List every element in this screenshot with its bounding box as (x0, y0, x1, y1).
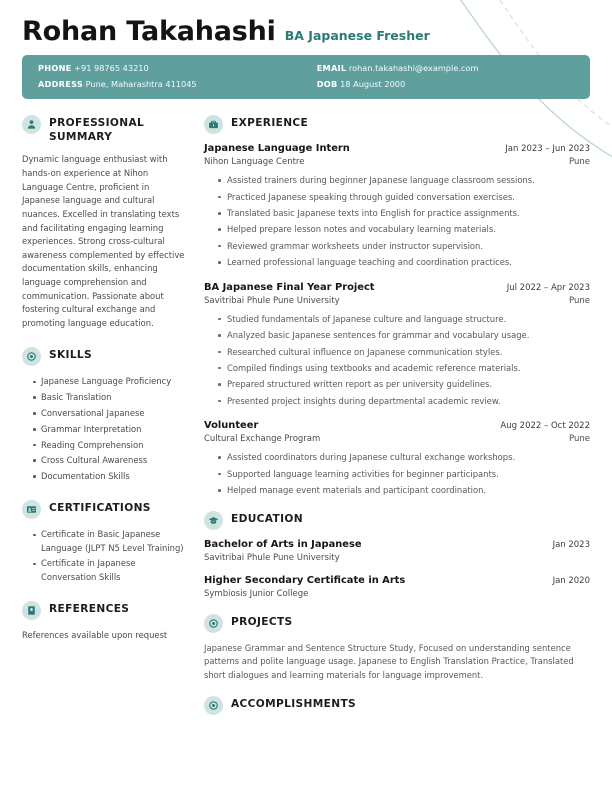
contact-email (317, 64, 574, 73)
entry-subheader (204, 296, 590, 307)
candidate-name: Rohan Takahashi (22, 16, 276, 47)
projects-heading (204, 614, 590, 633)
id-card-icon (22, 500, 41, 519)
name-row (22, 18, 590, 46)
contact-bar (22, 55, 590, 99)
email-value: rohan.takahashi@example.com (348, 63, 479, 74)
professional-summary-title: PROFESSIONAL SUMMARY (49, 117, 145, 143)
entry-header (204, 282, 590, 295)
references-title: REFERENCES (49, 602, 130, 615)
certifications-list (22, 528, 186, 584)
section-references (22, 601, 186, 642)
section-skills (22, 347, 186, 483)
entry-date: Jul 2022 – Apr 2023 (506, 282, 590, 293)
entry-title: BA Japanese Final Year Project (204, 281, 375, 293)
contact-dob (317, 80, 574, 89)
list-item: Documentation Skills (33, 470, 186, 483)
section-experience (204, 115, 590, 496)
accomplishments-heading (204, 696, 590, 715)
projects-title: PROJECTS (231, 615, 293, 628)
professional-summary-text: Dynamic language enthusiast with hands-on experience at Nihon Language Centre, proficient in Japanese language and cultural nuances. Excelled in translating texts and facilitating engaging learning experiences. Strong cross-cultural awareness complemented by effective documentation skills, enhancing language comprehension and communication. Passionate about fostering cultural exchange and promoting language education. (22, 154, 185, 328)
entry-date: Jan 2023 – Jun 2023 (505, 144, 590, 155)
list-item: Japanese Language Proficiency (33, 375, 186, 388)
institution-name: Savitribai Phule Pune University (204, 552, 340, 563)
list-item: Practiced Japanese speaking through guided conversation exercises. (218, 191, 590, 204)
entry-subheader (204, 434, 590, 445)
entry-bullet-list (204, 313, 590, 408)
person-icon (22, 115, 41, 134)
entry-header (204, 539, 590, 552)
degree-title: Higher Secondary Certificate in Arts (204, 574, 406, 586)
entry-organization: Savitribai Phule Pune University (204, 295, 340, 306)
experience-entry (204, 282, 590, 407)
address-label: ADDRESS (38, 79, 84, 90)
entry-header (204, 143, 590, 156)
briefcase-icon (204, 115, 223, 134)
education-title: EDUCATION (231, 512, 303, 525)
certifications-title: CERTIFICATIONS (49, 502, 151, 515)
entry-organization: Nihon Language Centre (204, 157, 305, 168)
list-item: Reading Comprehension (33, 439, 186, 452)
book-icon (22, 601, 41, 620)
skills-title: SKILLS (49, 349, 93, 362)
list-item: Supported language learning activities for beginner participants. (218, 468, 590, 481)
target-icon (22, 347, 41, 366)
education-heading (204, 511, 590, 530)
list-item: Compiled findings using textbooks and academic reference materials. (218, 362, 590, 375)
email-label: EMAIL (316, 63, 347, 74)
contact-column-right (317, 64, 574, 89)
entry-date: Aug 2022 – Oct 2022 (500, 421, 590, 432)
list-item: Assisted trainers during beginner Japanese language classroom sessions. (218, 174, 590, 187)
certifications-heading (22, 500, 186, 519)
entry-header (204, 420, 590, 433)
dob-value: 18 August 2000 (340, 79, 406, 90)
institution-name: Symbiosis Junior College (204, 588, 309, 599)
target-icon (204, 696, 223, 715)
list-item: Basic Translation (33, 391, 186, 404)
address-value: Pune, Maharashtra 411045 (85, 79, 197, 90)
section-professional-summary (22, 115, 186, 330)
list-item: Helped manage event materials and participant coordination. (218, 484, 590, 497)
projects-text: Japanese Grammar and Sentence Structure Study, Focused on understanding sentence patterns and polite language usage. Japanese to English Translation Practice, Translated short dialogues and learning materials for language improvement. (204, 642, 574, 680)
dob-label: DOB (316, 79, 338, 90)
education-entry (204, 575, 590, 600)
section-projects (204, 614, 590, 683)
entry-subheader (204, 157, 590, 168)
entry-subheader (204, 589, 590, 600)
references-heading (22, 601, 186, 620)
entry-location: Pune (569, 434, 590, 445)
entry-title: Volunteer (204, 420, 259, 432)
skills-heading (22, 347, 186, 366)
list-item: Translated basic Japanese texts into English for practice assignments. (218, 207, 590, 220)
phone-value: +91 98765 43210 (74, 63, 149, 74)
experience-entry (204, 420, 590, 496)
entry-title: Japanese Language Intern (204, 143, 350, 155)
references-text: References available upon request (22, 629, 168, 640)
entry-organization: Cultural Exchange Program (204, 434, 321, 445)
right-column (200, 115, 590, 732)
list-item: Certificate in Basic Japanese Language (JLPT N5 Level Training) (33, 528, 186, 555)
list-item: Conversational Japanese (33, 407, 186, 420)
list-item: Studied fundamentals of Japanese culture and language structure. (218, 313, 590, 326)
list-item: Grammar Interpretation (33, 423, 186, 436)
section-certifications (22, 500, 186, 584)
resume-body (0, 99, 612, 732)
section-education (204, 511, 590, 600)
list-item: Analyzed basic Japanese sentences for grammar and vocabulary usage. (218, 329, 590, 342)
professional-summary-heading (22, 115, 186, 144)
list-item: Certificate in Japanese Conversation Skills (33, 557, 186, 584)
entry-location: Pune (569, 295, 590, 306)
contact-phone (38, 64, 317, 73)
list-item: Learned professional language teaching and coordination practices. (218, 256, 590, 269)
left-column (22, 115, 200, 659)
resume-header (0, 0, 612, 99)
entry-bullet-list (204, 451, 590, 496)
entry-subheader (204, 553, 590, 564)
accomplishments-title: ACCOMPLISHMENTS (231, 698, 356, 711)
entry-location: Pune (569, 157, 590, 168)
skills-list (22, 375, 186, 483)
list-item: Prepared structured written report as per university guidelines. (218, 378, 590, 391)
list-item: Cross Cultural Awareness (33, 454, 186, 467)
contact-address (38, 80, 317, 89)
education-entry (204, 539, 590, 564)
candidate-job-title: BA Japanese Fresher (284, 28, 430, 43)
degree-date: Jan 2020 (552, 575, 590, 586)
entry-header (204, 575, 590, 588)
list-item: Presented project insights during departmental academic review. (218, 395, 590, 408)
list-item: Assisted coordinators during Japanese cultural exchange workshops. (218, 451, 590, 464)
experience-entry (204, 143, 590, 268)
list-item: Reviewed grammar worksheets under instructor supervision. (218, 240, 590, 253)
experience-heading (204, 115, 590, 134)
entry-bullet-list (204, 174, 590, 269)
contact-column-left (38, 64, 317, 89)
degree-date: Jan 2023 (552, 539, 590, 550)
degree-title: Bachelor of Arts in Japanese (204, 538, 362, 550)
section-accomplishments (204, 696, 590, 715)
target-icon (204, 614, 223, 633)
graduation-cap-icon (204, 511, 223, 530)
experience-title: EXPERIENCE (231, 117, 309, 130)
list-item: Helped prepare lesson notes and vocabulary learning materials. (218, 223, 590, 236)
list-item: Researched cultural influence on Japanese communication styles. (218, 346, 590, 359)
phone-label: PHONE (38, 63, 72, 74)
